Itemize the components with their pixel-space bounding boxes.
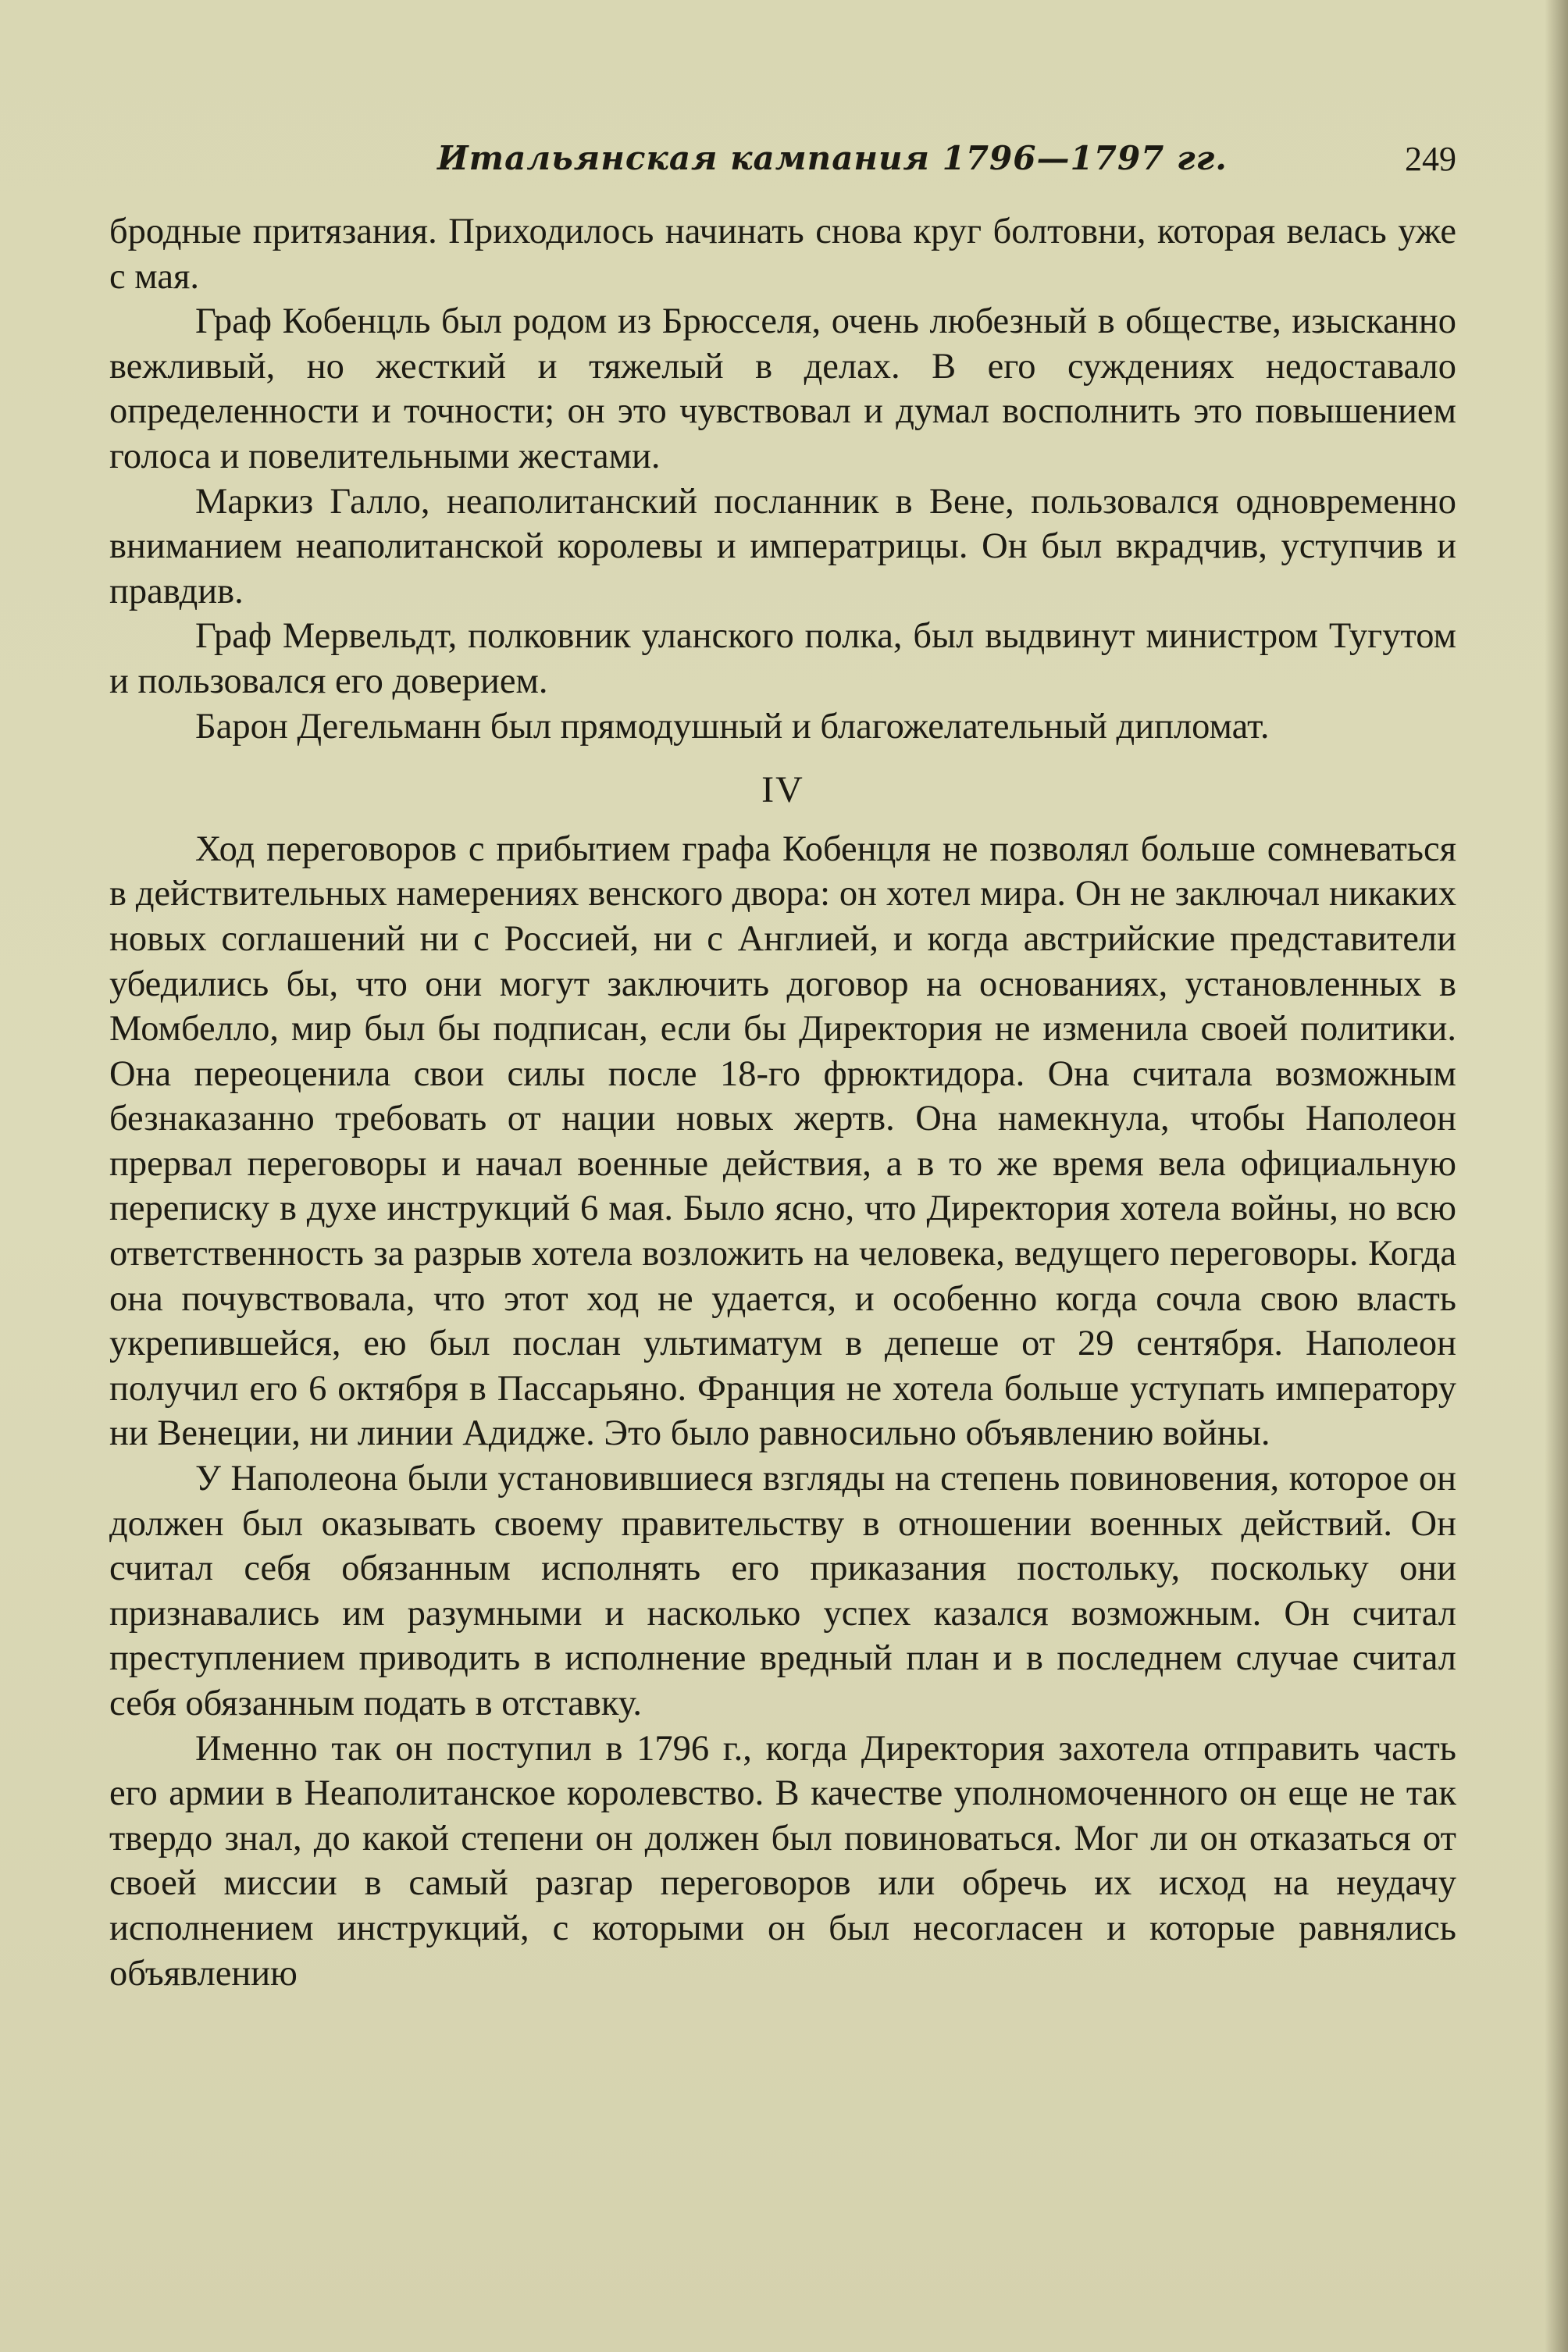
paragraph: У Наполеона были установившиеся взгляды на степень повиновения, которое он должен был оказывать своему правительству в отношении военных действий. Он считал себя обязанным исполнять его приказания постольку, поскольку они признавались им разумными и насколько успех казался возможным. Он считал преступлением приводить в исполнение вредный план и в последнем случае считал себя обязанным подать в отставку. [109,1459,1456,1723]
paragraph: Маркиз Галло, неаполитанский посланник в Вене, пользовался одновременно вниманием неаполитанской королевы и императрицы. Он был вкрадчив, уступчив и правдив. [109,481,1456,611]
page-header [109,139,1456,194]
paragraph: Граф Кобенцль был родом из Брюсселя, очень любезный в обществе, изысканно вежливый, но жесткий и тяжелый в делах. В его суждениях недоставало определенности и точности; он это чувствовал и думал восполнить это повышением голоса и повелительными жестами. [109,301,1456,476]
section-heading: IV [761,769,804,811]
paragraph: Граф Мервельдт, полковник уланского полка, был выдвинут министром Тугутом и пользовался его доверием. [109,616,1456,701]
running-title: Итальянская кампания 1796—1797 гг. [437,139,1228,177]
page-number: 249 [1405,140,1456,178]
paragraph: Барон Дегельманн был прямодушный и благожелательный дипломат. [195,706,1270,747]
paragraph: Именно так он поступил в 1796 г., когда Директория захотела отправить часть его армии в Неаполитанское королевство. В качестве уполномоченного он еще не так твердо знал, до какой степени он должен был повиноваться. Мог ли он отказаться от своей миссии в самый разгар переговоров или обречь их исход на неудачу исполнением инструкций, с которыми он был несогласен и которые равнялись объявлению [109,1728,1456,1994]
paragraph: бродные притязания. Приходилось начинать снова круг болтовни, которая велась уже с мая. [109,212,1456,297]
paragraph: Ход переговоров с прибытием графа Кобенцля не позволял больше сомневаться в действительных намерениях венского двора: он хотел мира. Он не заключал никаких новых соглашений ни с Россией, ни с Англией, и когда австрийские представители убедились бы, что они могут заключить договор на основаниях, установленных в Момбелло, мир был бы подписан, если бы Директория не изменила своей политики. Она переоценила свои силы после 18-го фрюктидора. Она считала возможным безнаказанно требовать от нации новых жертв. Она намекнула, чтобы Наполеон прервал переговоры и начал военные действия, а в то же время вела официальную переписку в духе инструкций 6 мая. Было ясно, что Директория хотела войны, но всю ответственность за разрыв хотела возложить на человека, ведущего переговоры. Когда она почувствовала, что этот ход не удается, и особенно когда сочла свою власть укрепившейся, ею был послан ультиматум в депеше от 29 сентября. Наполеон получил его 6 октября в Пассарьяно. Франция не хотела больше уступать императору ни Венеции, ни линии Адидже. Это было равносильно объявлению войны. [109,829,1456,1454]
page-body [109,209,1456,1996]
